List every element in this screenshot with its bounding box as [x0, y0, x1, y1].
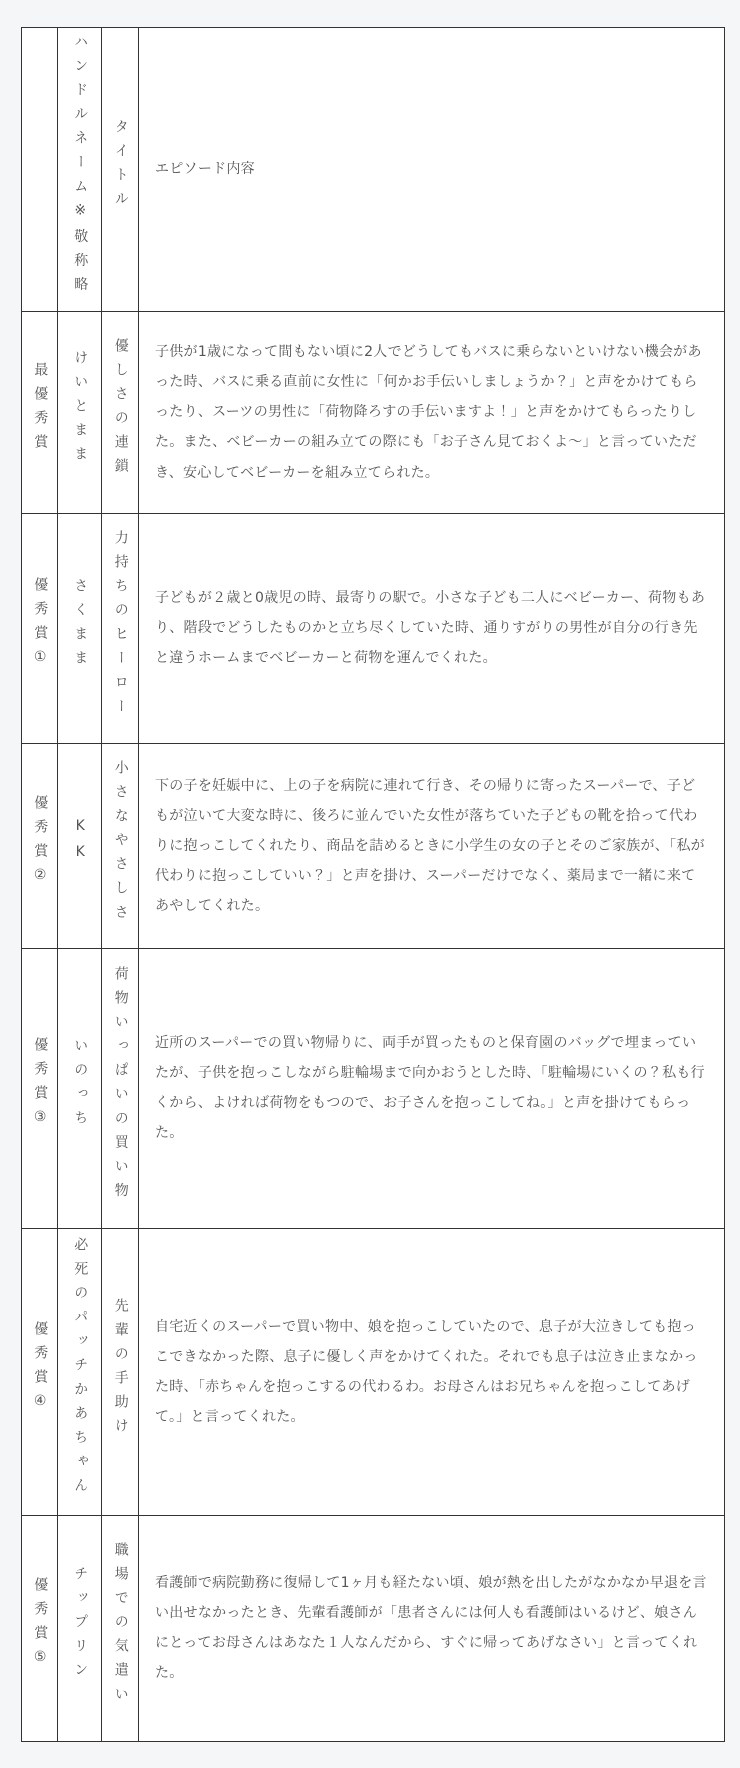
table-header-row — [22, 28, 725, 312]
award-label: 優秀賞④ — [32, 1320, 49, 1420]
table-row — [22, 948, 725, 1228]
award-cell — [22, 743, 58, 948]
episode-title: 優しさの連鎖 — [112, 338, 129, 483]
award-cell — [22, 1228, 58, 1515]
handle-name: けいとまま — [72, 350, 89, 471]
episode-title: 先輩の手助け — [112, 1297, 129, 1443]
handle-cell — [58, 1228, 102, 1515]
episode-title: 力持ちのヒーロー — [112, 530, 129, 723]
table-row — [22, 743, 725, 948]
title-cell — [102, 1515, 139, 1741]
table-row — [22, 513, 725, 743]
award-label: 優秀賞⑤ — [32, 1577, 49, 1676]
title-cell — [102, 513, 139, 743]
header-award-cell — [22, 28, 58, 312]
title-cell — [102, 1228, 139, 1515]
episode-text: 近所のスーパーでの買い物帰りに、両手が買ったものと保育園のバッグで埋まっていたが、子供を抱っこしながら駐輪場まで向かおうとした時、「駐輪場にいくの？私も行くから、よければ荷物をもつので、お子さんを抱っこしてね。」と声を掛けてもらった。 — [155, 1035, 705, 1142]
award-cell — [22, 1515, 58, 1741]
header-episode-label: エピソード内容 — [155, 161, 255, 178]
title-cell — [102, 743, 139, 948]
handle-name: いのっち — [72, 1038, 89, 1135]
header-handle-cell — [58, 28, 102, 312]
episode-text: 自宅近くのスーパーで買い物中、娘を抱っこしていたので、息子が大泣きしても抱っこできなかった際、息子に優しく声をかけてくれた。それでも息子は泣き止まなかった時、「赤ちゃんを抱っこするの代わるわ。お母さんはお兄ちゃんを抱っこしてあげて。」と言ってくれた。 — [155, 1318, 698, 1425]
title-cell — [102, 948, 139, 1228]
handle-cell — [58, 311, 102, 513]
handle-cell — [58, 513, 102, 743]
award-cell — [22, 311, 58, 513]
handle-name: チップリン — [72, 1566, 89, 1687]
episode-title: 職場での気遣い — [112, 1542, 129, 1711]
episode-cell — [139, 1515, 725, 1741]
header-title-label: タイトル — [112, 119, 129, 216]
table-row — [22, 1515, 725, 1741]
handle-cell — [58, 743, 102, 948]
episode-cell — [139, 311, 725, 513]
awards-table — [21, 27, 725, 1742]
award-label: 優秀賞② — [32, 794, 49, 894]
award-label: 最優秀賞 — [32, 362, 49, 459]
handle-name: KK — [72, 817, 89, 870]
episode-text: 看護師で病院勤務に復帰して1ヶ月も経たない頃、娘が熱を出したがなかなか早退を言い出せなかったとき、先輩看護師が「患者さんには何人も看護師はいるけど、娘さんにとってお母さんはあなた１人なんだから、すぐに帰ってあげなさい」と言ってくれた。 — [155, 1575, 707, 1682]
handle-name: さくまま — [72, 578, 89, 675]
episode-text: 子どもが２歳と0歳児の時、最寄りの駅で。小さな子ども二人にベビーカー、荷物もあり、階段でどうしたものかと立ち尽くしていた時、通りすがりの男性が自分の行き先と違うホームまでベビーカーと荷物を運んでくれた。 — [155, 590, 706, 667]
award-label: 優秀賞③ — [32, 1037, 49, 1136]
episode-text: 下の子を妊娠中に、上の子を病院に連れて行き、その帰りに寄ったスーパーで、子どもが泣いて大変な時に、後ろに並んでいた女性が落ちていた子どもの靴を拾って代わりに抱っこしてくれたり、商品を詰めるときに小学生の女の子とそのご家族が、「私が代わりに抱っこしていい？」と声を掛け、スーパーだけでなく、薬局まで一緒に来てあやしてくれた。 — [155, 777, 705, 915]
episode-text: 子供が1歳になって間もない頃に2人でどうしてもバスに乗らないといけない機会があった時、バスに乗る直前に女性に「何かお手伝いしましょうか？」と声をかけてもらったり、スーツの男性に「荷物降ろすの手伝いますよ！」と声をかけてもらったりした。また、ベビーカーの組み立ての際にも「お子さん見ておくよ〜」と言っていただき、安心してベビーカーを組み立てられた。 — [155, 344, 702, 481]
table-row — [22, 1228, 725, 1515]
episode-title: 小さなやさしさ — [112, 759, 129, 929]
header-title-cell — [102, 28, 139, 312]
header-episode-cell — [139, 28, 725, 312]
episode-cell — [139, 948, 725, 1228]
award-cell — [22, 513, 58, 743]
episode-title: 荷物いっぱいの買い物 — [112, 965, 129, 1207]
title-cell — [102, 311, 139, 513]
award-cell — [22, 948, 58, 1228]
handle-name: 必死のパッチかあちゃん — [72, 1237, 89, 1503]
table-row — [22, 311, 725, 513]
handle-cell — [58, 948, 102, 1228]
episode-cell — [139, 513, 725, 743]
episode-cell — [139, 1228, 725, 1515]
handle-cell — [58, 1515, 102, 1741]
award-label: 優秀賞① — [32, 577, 49, 676]
header-handle-label: ハンドルネーム※敬称略 — [72, 34, 89, 301]
episode-cell — [139, 743, 725, 948]
